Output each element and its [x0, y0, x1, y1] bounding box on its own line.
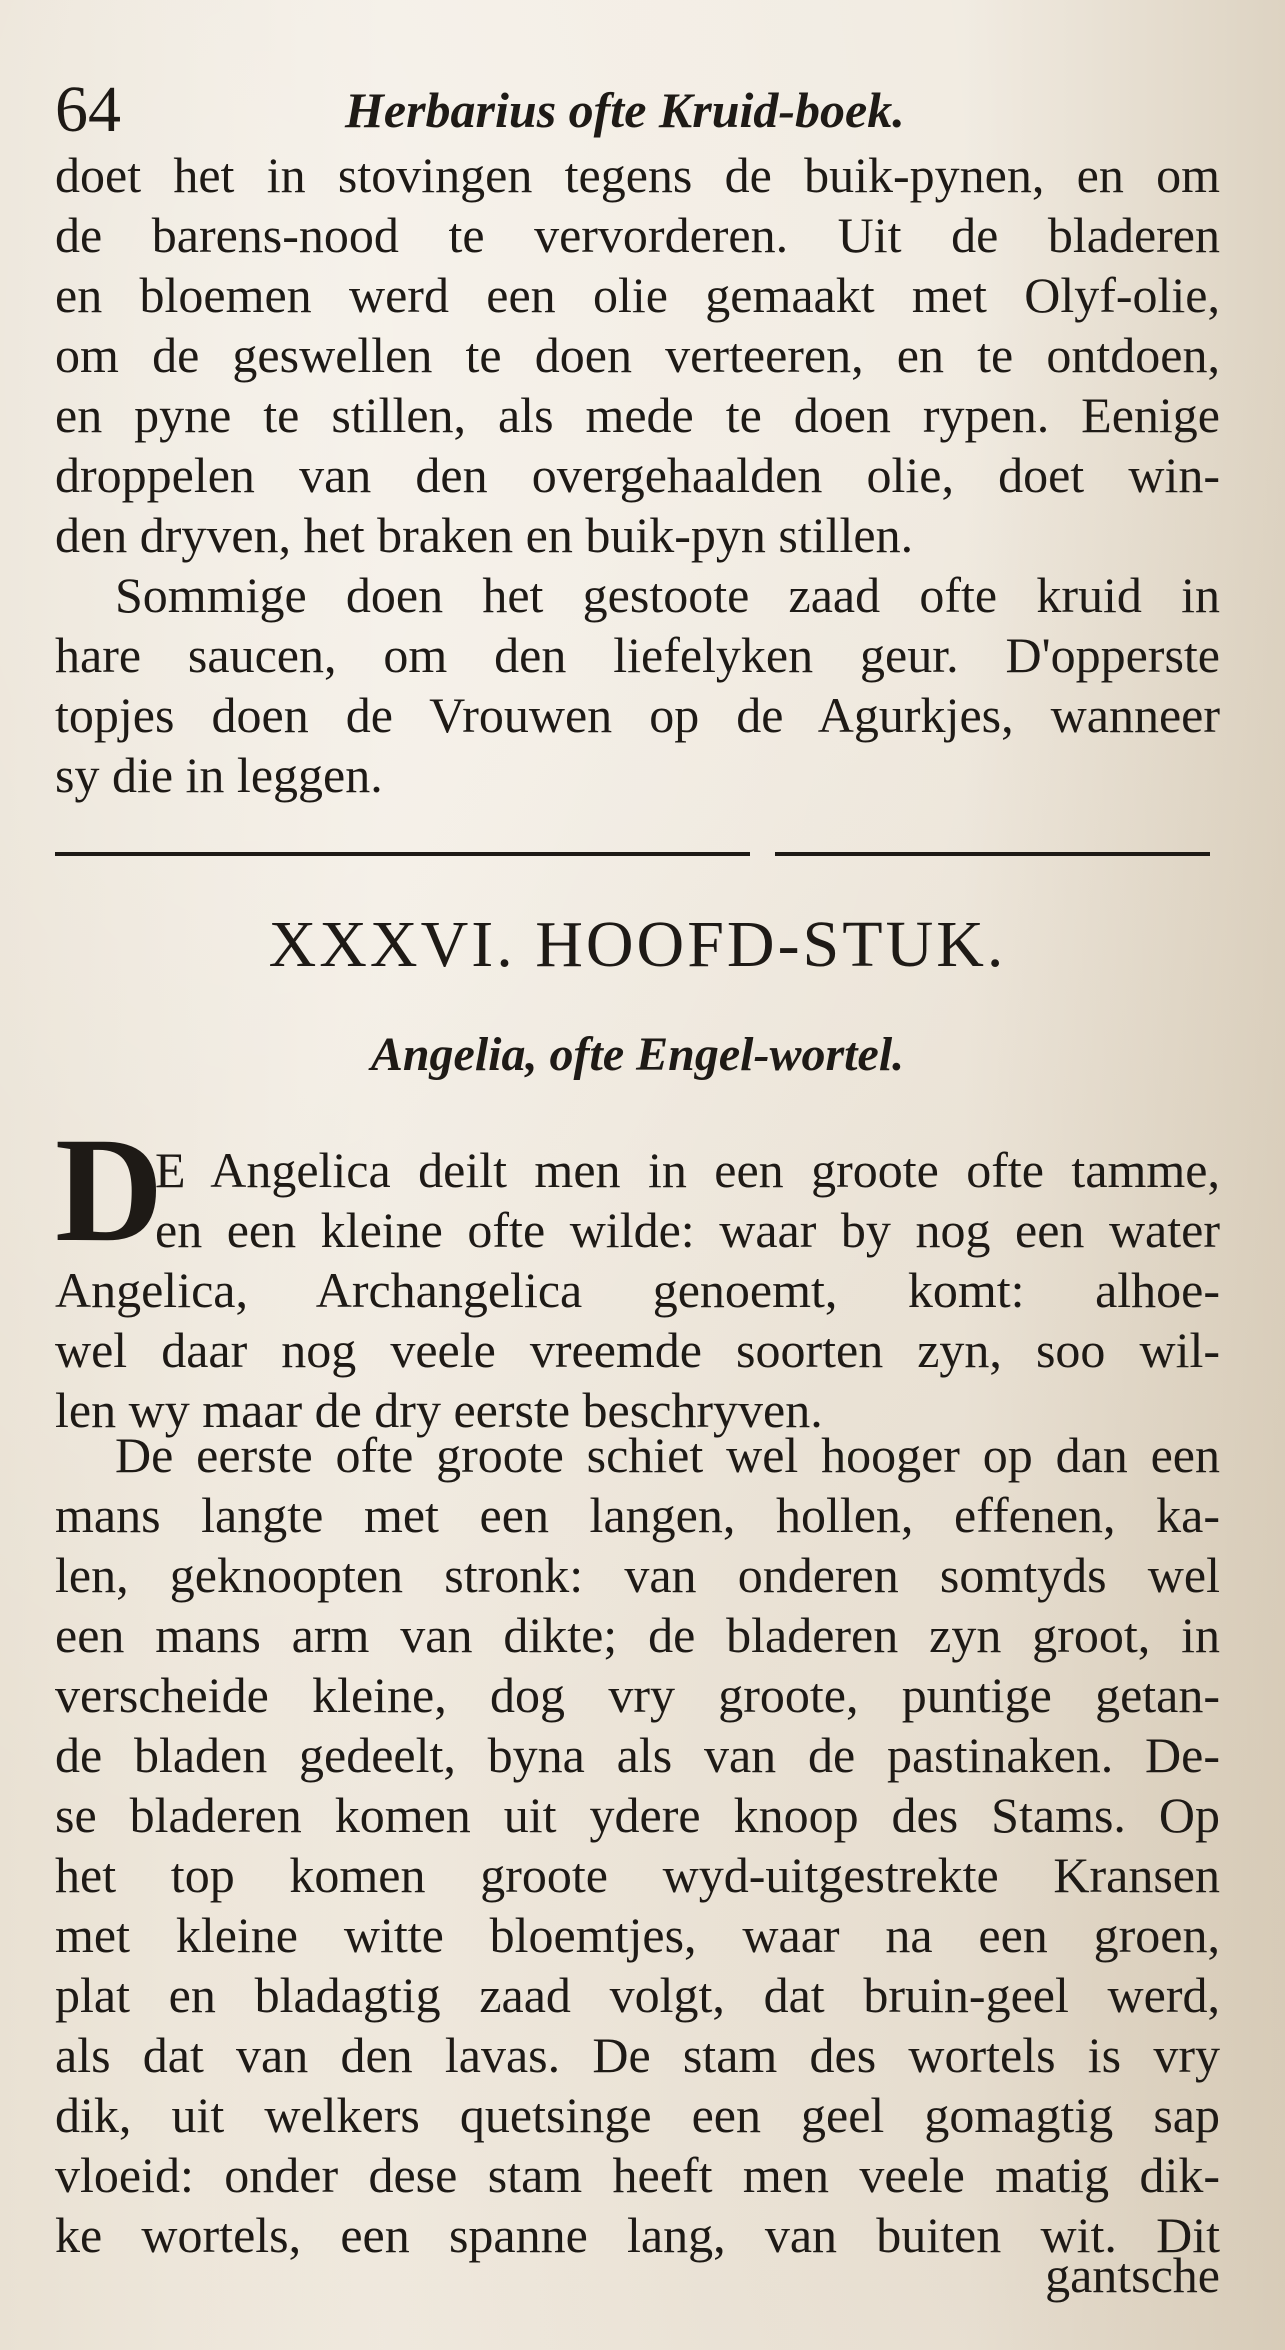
- chapter-subtitle: Angelia, ofte Engel-wortel.: [370, 1028, 905, 1081]
- text-line: en een kleine ofte wilde: waar by nog een water: [155, 1202, 1220, 1258]
- text-line: het top komen groote wyd-uitgestrekte Kransen: [55, 1847, 1220, 1903]
- text-line: hare saucen, om den liefelyken geur. D'opperste: [55, 627, 1220, 683]
- previous-section-paragraph-2: [55, 565, 1220, 805]
- text-line: droppelen van den overgehaalden olie, doet win-: [55, 447, 1220, 503]
- text-line: sy die in leggen.: [55, 747, 383, 803]
- drop-cap: D: [55, 1107, 164, 1273]
- chapter-paragraph-1: [55, 1140, 1220, 1440]
- text-line: se bladeren komen uit ydere knoop des Stams. Op: [55, 1787, 1220, 1843]
- text-line: plat en bladagtig zaad volgt, dat bruin-geel werd,: [55, 1967, 1220, 2023]
- text-line: De eerste ofte groote schiet wel hooger op dan een: [115, 1427, 1220, 1483]
- text-line: topjes doen de Vrouwen op de Agurkjes, wanneer: [55, 687, 1220, 743]
- text-line: doet het in stovingen tegens de buik-pynen, en om: [55, 147, 1220, 203]
- chapter-paragraph-2: [55, 1425, 1220, 2265]
- text-line: de bladen gedeelt, byna als van de pastinaken. De-: [55, 1727, 1220, 1783]
- text-line: mans langte met een langen, hollen, effenen, ka-: [55, 1487, 1220, 1543]
- text-line: ke wortels, een spanne lang, van buiten wit. Dit: [55, 2207, 1220, 2263]
- text-line: vloeid: onder dese stam heeft men veele matig dik-: [55, 2147, 1220, 2203]
- chapter-heading: XXXVI. HOOFD-STUK.: [268, 908, 1007, 981]
- text-line: den dryven, het braken en buik-pyn stillen.: [55, 507, 914, 563]
- page-header: [55, 70, 1215, 150]
- text-line: en pyne te stillen, als mede te doen rypen. Eenige: [55, 387, 1220, 443]
- catchword: gantsche: [1045, 2247, 1220, 2303]
- text-line: len, geknoopten stronk: van onderen somtyds wel: [55, 1547, 1220, 1603]
- text-line: en bloemen werd een olie gemaakt met Olyf-olie,: [55, 267, 1220, 323]
- text-line: om de geswellen te doen verteeren, en te ontdoen,: [55, 327, 1220, 383]
- text-line: als dat van den lavas. De stam des wortels is vry: [55, 2027, 1220, 2083]
- text-line: Angelica, Archangelica genoemt, komt: alhoe-: [55, 1262, 1220, 1318]
- page-number: 64: [55, 73, 121, 146]
- previous-section-paragraph-1: [55, 145, 1220, 565]
- text-line: wel daar nog veele vreemde soorten zyn, soo wil-: [55, 1322, 1220, 1378]
- text-line: Sommige doen het gestoote zaad ofte kruid in: [115, 567, 1220, 623]
- running-title: Herbarius ofte Kruid-boek.: [345, 82, 905, 138]
- text-line: len wy maar de dry eerste beschryven.: [55, 1382, 823, 1438]
- text-line: dik, uit welkers quetsinge een geel gomagtig sap: [55, 2087, 1220, 2143]
- text-line: verscheide kleine, dog vry groote, puntige getan-: [55, 1667, 1220, 1723]
- text-line: een mans arm van dikte; de bladeren zyn groot, in: [55, 1607, 1220, 1663]
- section-divider-left: [55, 852, 750, 856]
- section-divider-right: [775, 852, 1210, 856]
- text-line: de barens-nood te vervorderen. Uit de bladeren: [55, 207, 1220, 263]
- text-line: met kleine witte bloemtjes, waar na een groen,: [55, 1907, 1220, 1963]
- text-line: E Angelica deilt men in een groote ofte tamme,: [155, 1142, 1220, 1198]
